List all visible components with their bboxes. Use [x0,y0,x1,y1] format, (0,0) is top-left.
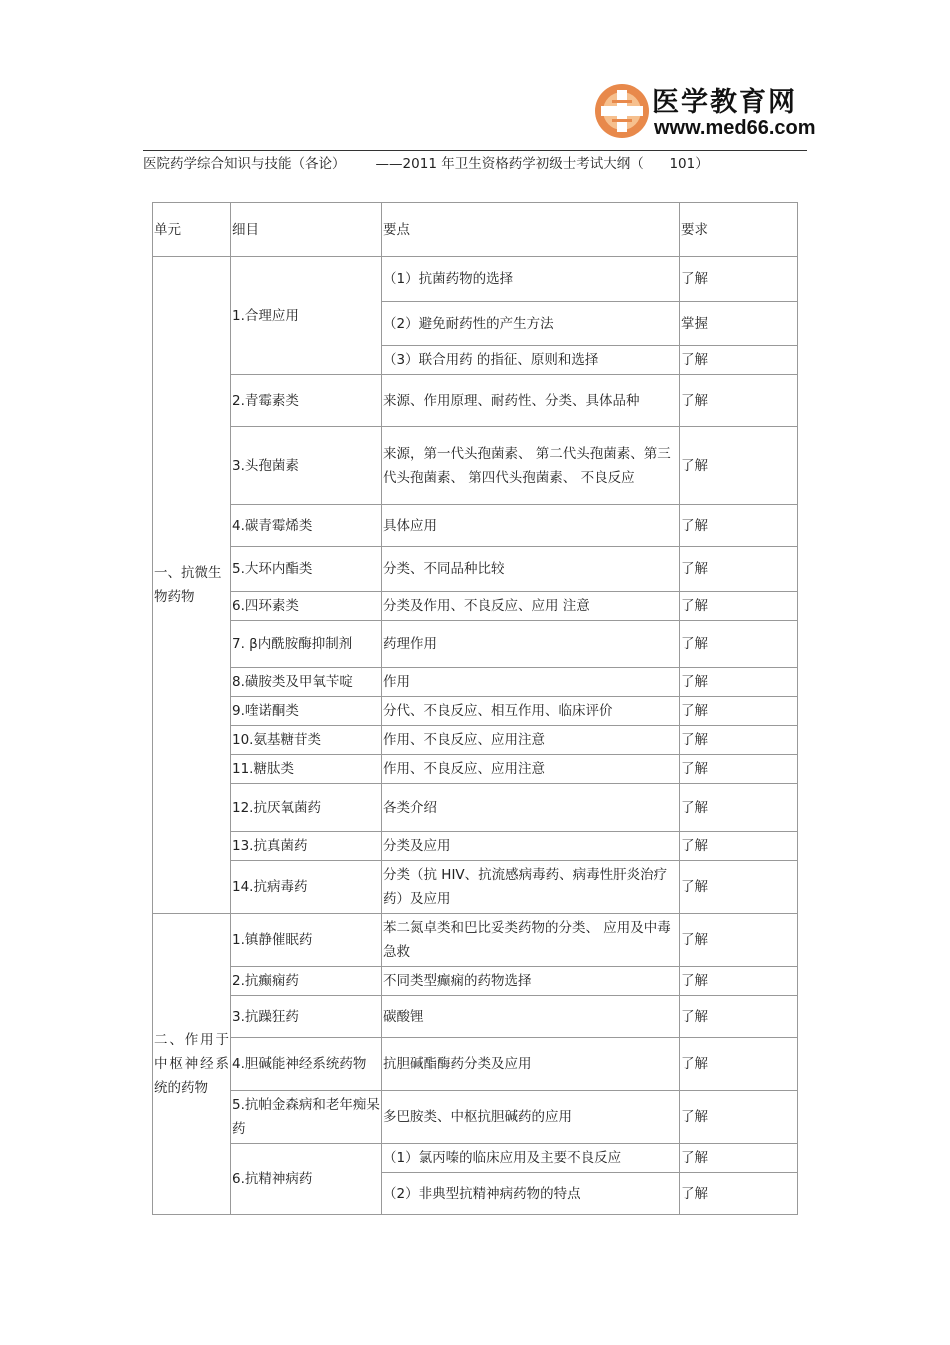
requirement-cell: 了解 [680,427,798,505]
table-row [153,784,798,832]
requirement-cell: 了解 [680,346,798,375]
table-row [153,1038,798,1091]
unit-cell: 二、作用于中枢神经系统的药物 [153,914,231,1215]
requirement-cell: 了解 [680,832,798,861]
requirement-cell: 了解 [680,375,798,427]
requirement-cell: 了解 [680,861,798,914]
header-right: ——2011 年卫生资格药学初级士考试大纲（ 101） [375,156,709,172]
item-cell: 3.头孢菌素 [231,427,382,505]
point-cell: 作用、不良反应、应用注意 [382,726,680,755]
point-cell: （2）避免耐药性的产生方法 [382,302,680,346]
item-cell: 11.糖肽类 [231,755,382,784]
point-cell: 多巴胺类、中枢抗胆碱药的应用 [382,1091,680,1144]
column-header: 细目 [231,203,382,257]
table-row [153,427,798,505]
item-cell: 7. β内酰胺酶抑制剂 [231,621,382,668]
requirement-cell: 了解 [680,1038,798,1091]
item-cell: 2.抗癫痫药 [231,967,382,996]
requirement-cell: 了解 [680,1173,798,1215]
medical-cross-logo-icon [592,80,652,142]
requirement-cell: 了解 [680,726,798,755]
table-row [153,832,798,861]
unit-cell: 一、抗微生物药物 [153,257,231,914]
item-cell: 10.氨基糖苷类 [231,726,382,755]
point-cell: （1）抗菌药物的选择 [382,257,680,302]
requirement-cell: 了解 [680,547,798,592]
point-cell: 分类及作用、不良反应、应用 注意 [382,592,680,621]
table-row [153,697,798,726]
table-row [153,257,798,302]
point-cell: 来源、作用原理、耐药性、分类、具体品种 [382,375,680,427]
requirement-cell: 了解 [680,784,798,832]
point-cell: 碳酸锂 [382,996,680,1038]
requirement-cell: 了解 [680,996,798,1038]
table-row [153,505,798,547]
table-row [153,967,798,996]
requirement-cell: 了解 [680,914,798,967]
point-cell: 苯二氮卓类和巴比妥类药物的分类、 应用及中毒急救 [382,914,680,967]
point-cell: 作用、不良反应、应用注意 [382,755,680,784]
page-header [143,152,709,172]
requirement-cell: 了解 [680,967,798,996]
item-cell: 1.镇静催眠药 [231,914,382,967]
table-row [153,996,798,1038]
logo-url: www.med66.com [654,117,816,139]
point-cell: （1）氯丙嗪的临床应用及主要不良反应 [382,1144,680,1173]
point-cell: 分类及应用 [382,832,680,861]
point-cell: 各类介绍 [382,784,680,832]
item-cell: 3.抗躁狂药 [231,996,382,1038]
requirement-cell: 了解 [680,257,798,302]
table-row [153,1144,798,1173]
requirement-cell: 掌握 [680,302,798,346]
point-cell: 不同类型癫痫的药物选择 [382,967,680,996]
table-header-row [153,203,798,257]
item-cell: 6.四环素类 [231,592,382,621]
column-header: 要求 [680,203,798,257]
item-cell: 1.合理应用 [231,257,382,375]
item-cell: 13.抗真菌药 [231,832,382,861]
point-cell: 分类（抗 HIV、抗流感病毒药、病毒性肝炎治疗药）及应用 [382,861,680,914]
point-cell: （2）非典型抗精神病药物的特点 [382,1173,680,1215]
requirement-cell: 了解 [680,697,798,726]
table-row [153,755,798,784]
point-cell: 药理作用 [382,621,680,668]
syllabus-table [152,202,798,1215]
point-cell: 作用 [382,668,680,697]
point-cell: 具体应用 [382,505,680,547]
item-cell: 14.抗病毒药 [231,861,382,914]
requirement-cell: 了解 [680,1091,798,1144]
requirement-cell: 了解 [680,592,798,621]
point-cell: 抗胆碱酯酶药分类及应用 [382,1038,680,1091]
point-cell: 分类、不同品种比较 [382,547,680,592]
requirement-cell: 了解 [680,505,798,547]
requirement-cell: 了解 [680,1144,798,1173]
item-cell: 9.喹诺酮类 [231,697,382,726]
item-cell: 8.磺胺类及甲氧苄啶 [231,668,382,697]
item-cell: 5.抗帕金森病和老年痴呆药 [231,1091,382,1144]
point-cell: 分代、不良反应、相互作用、临床评价 [382,697,680,726]
table-row [153,592,798,621]
table-row [153,1091,798,1144]
table-row [153,861,798,914]
item-cell: 5.大环内酯类 [231,547,382,592]
header-divider [143,150,807,151]
header-left: 医院药学综合知识与技能（各论） [143,156,346,172]
logo-name: 医学教育网 [652,87,797,118]
table-row [153,668,798,697]
requirement-cell: 了解 [680,621,798,668]
point-cell: （3）联合用药 的指征、原则和选择 [382,346,680,375]
item-cell: 4.碳青霉烯类 [231,505,382,547]
requirement-cell: 了解 [680,755,798,784]
point-cell: 来源，第一代头孢菌素、 第二代头孢菌素、第三代头孢菌素、 第四代头孢菌素、 不良反应 [382,427,680,505]
table-row [153,375,798,427]
column-header: 单元 [153,203,231,257]
item-cell: 12.抗厌氧菌药 [231,784,382,832]
logo [592,78,816,148]
column-header: 要点 [382,203,680,257]
item-cell: 4.胆碱能神经系统药物 [231,1038,382,1091]
requirement-cell: 了解 [680,668,798,697]
table-row [153,726,798,755]
table-row [153,547,798,592]
item-cell: 6.抗精神病药 [231,1144,382,1215]
table-row [153,914,798,967]
item-cell: 2.青霉素类 [231,375,382,427]
table-row [153,621,798,668]
